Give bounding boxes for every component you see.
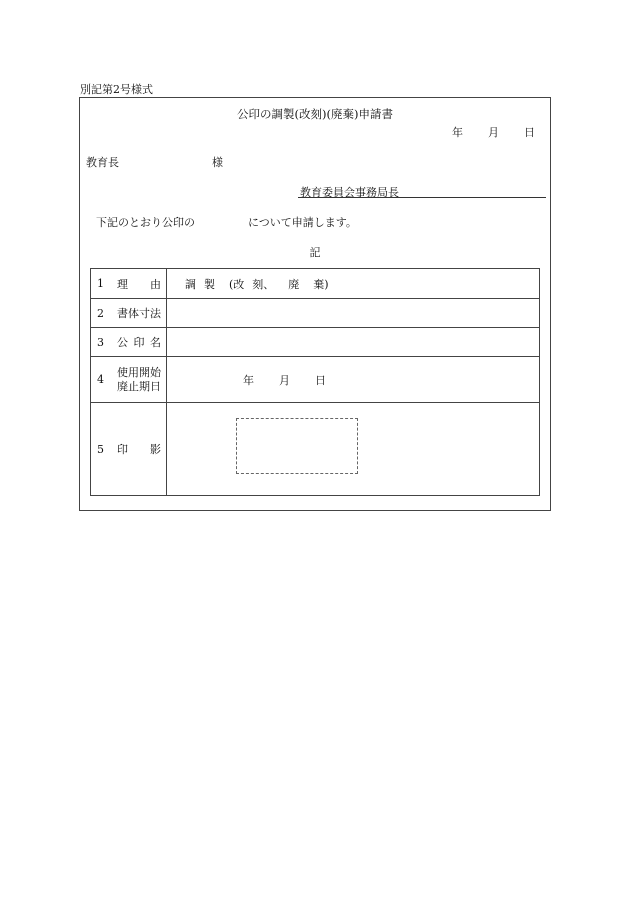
date-day: 日 xyxy=(315,373,326,387)
body-text-right: について申請します。 xyxy=(248,216,357,229)
reason-word: 調 xyxy=(185,277,196,291)
row-number: 3 xyxy=(97,335,104,349)
addressee: 教育長 xyxy=(86,156,119,169)
seal-impression-box[interactable] xyxy=(236,418,358,474)
reason-value-cell xyxy=(167,269,540,299)
date-month: 月 xyxy=(488,126,499,139)
label-char: 印 xyxy=(133,336,145,349)
table-row xyxy=(91,357,540,403)
date-value-cell[interactable] xyxy=(167,357,540,403)
reason-word: (改 xyxy=(229,277,245,291)
font-size-value-cell[interactable] xyxy=(167,299,540,328)
honorific: 様 xyxy=(212,156,223,169)
seal-name-value-cell[interactable] xyxy=(167,328,540,357)
reason-label-cell xyxy=(91,269,167,299)
sender: 教育委員会事務局長 xyxy=(300,186,399,199)
form-number: 別記第2号様式 xyxy=(80,83,153,96)
font-size-label: 書体寸法 xyxy=(117,307,161,320)
label-char: 公 xyxy=(117,336,128,349)
row-number: 1 xyxy=(97,277,104,290)
date-year: 年 xyxy=(452,126,463,139)
row-number: 4 xyxy=(97,373,104,386)
date-month: 月 xyxy=(279,373,290,387)
table-row xyxy=(91,328,540,357)
font-size-label-cell xyxy=(91,299,167,328)
reason-word: 製 xyxy=(204,277,215,291)
form-title: 公印の調製(改刻)(廃棄)申請書 xyxy=(237,107,393,121)
label-char: 影 xyxy=(150,443,161,456)
start-date-label: 使用開始 xyxy=(117,365,161,379)
seal-impression-label-cell xyxy=(91,403,167,496)
label-char: 理 xyxy=(117,277,128,291)
application-date xyxy=(452,124,535,140)
body-text-left: 下記のとおり公印の xyxy=(96,216,195,229)
disposal-date-label: 廃止期日 xyxy=(117,379,161,393)
sender-underline xyxy=(298,197,546,198)
reason-word: 廃 xyxy=(288,277,300,291)
date-day: 日 xyxy=(524,126,535,139)
label-char: 名 xyxy=(150,336,161,349)
reason-word: 棄) xyxy=(313,277,329,291)
date-label-cell xyxy=(91,357,167,403)
seal-name-label-cell xyxy=(91,328,167,357)
date-year: 年 xyxy=(243,373,254,387)
row-number: 2 xyxy=(97,306,104,320)
label-char: 印 xyxy=(117,443,128,456)
table-row xyxy=(91,299,540,328)
table-row xyxy=(91,269,540,299)
row-number: 5 xyxy=(97,442,104,456)
reason-word: 刻、 xyxy=(252,277,275,291)
ki-heading: 記 xyxy=(309,246,321,259)
label-char: 由 xyxy=(150,277,161,291)
